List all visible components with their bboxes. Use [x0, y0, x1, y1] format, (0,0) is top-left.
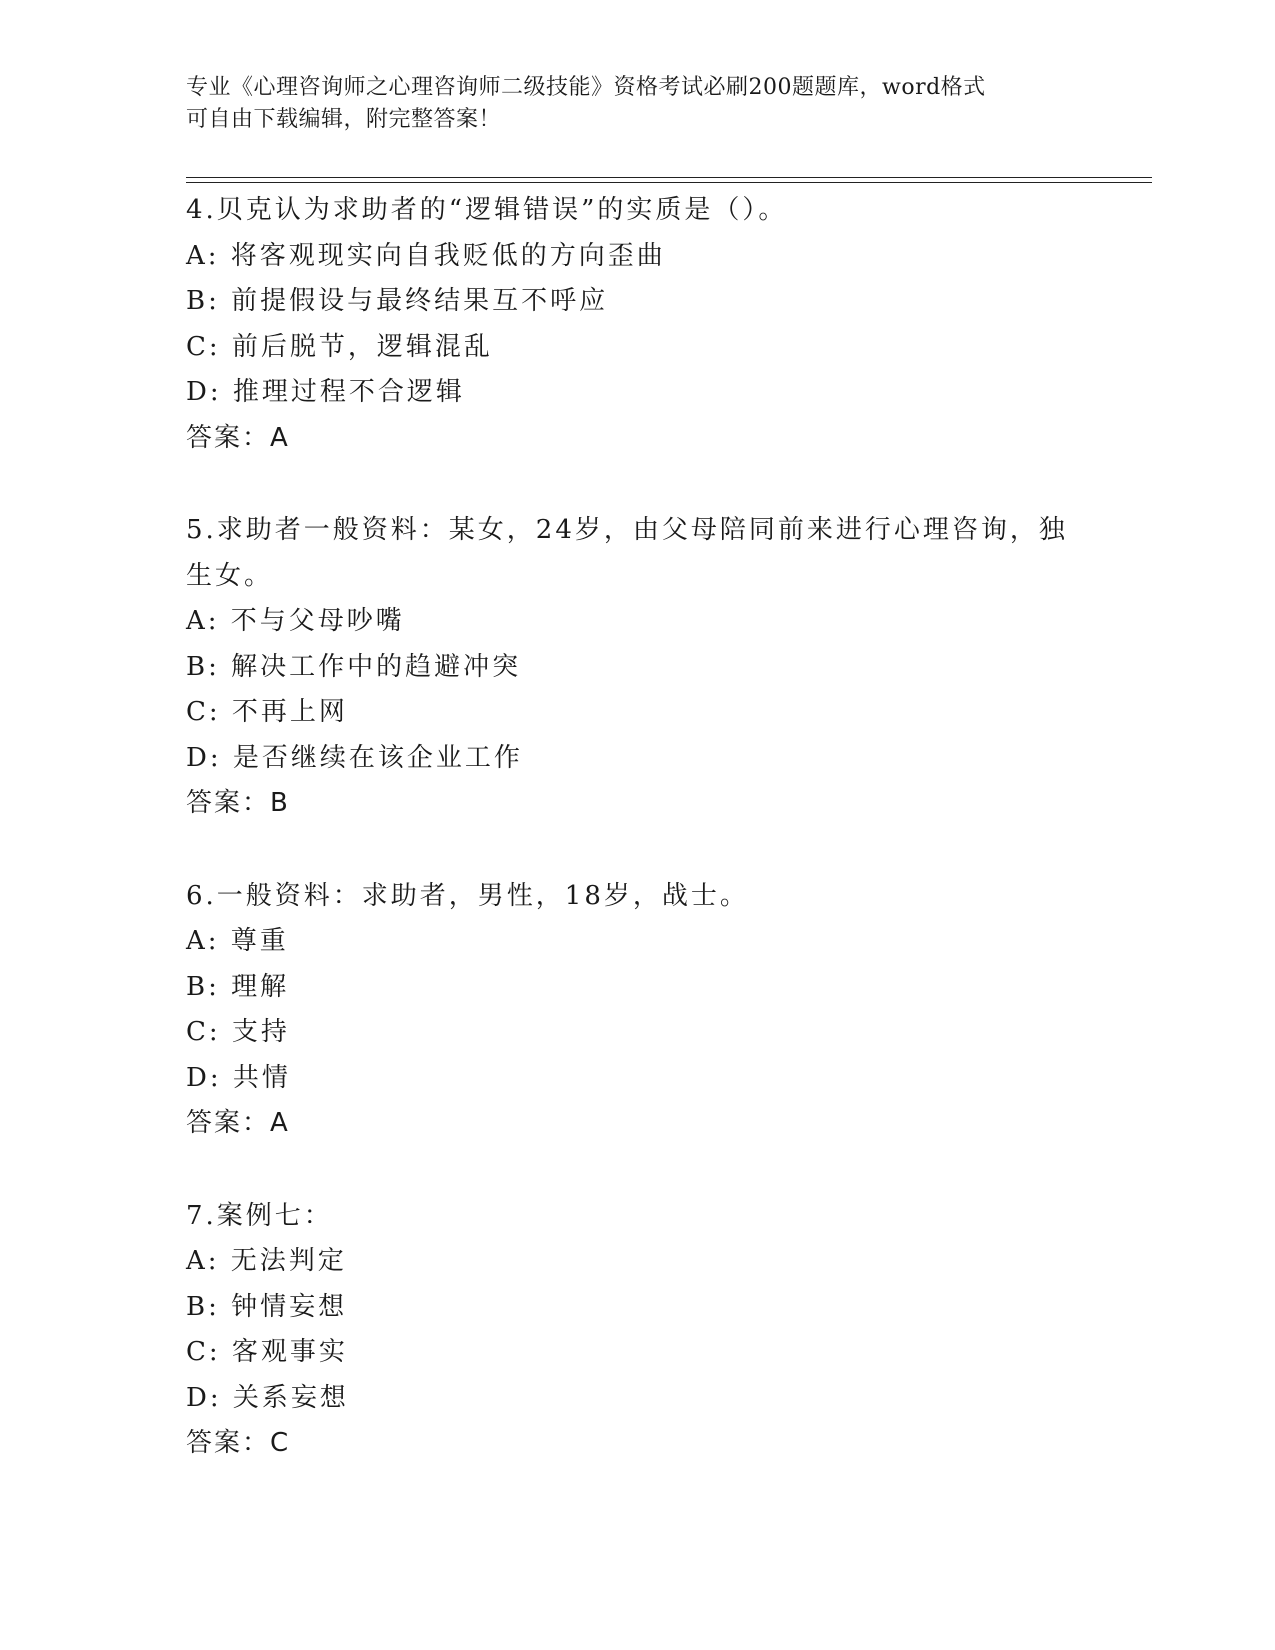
- question-list: [186, 188, 1086, 1467]
- option-c: C: 不再上网: [186, 697, 348, 727]
- option-b: B: 钟情妄想: [186, 1291, 348, 1322]
- question-block: [186, 188, 1086, 461]
- option-d: D: 是否继续在该企业工作: [186, 742, 523, 773]
- question-spacer: [186, 827, 1086, 874]
- question-stem: 5.求助者一般资料：某女，24岁，由父母陪同前来进行心理咨询，独: [186, 515, 1068, 545]
- question-block: [186, 508, 1086, 827]
- option-a: A: 不与父母吵嘴: [186, 606, 405, 636]
- answer-line: 答案：A: [186, 422, 290, 453]
- header-line-1: 专业《心理咨询师之心理咨询师二级技能》资格考试必刷200题题库，word格式: [186, 75, 986, 100]
- question-stem-continued: 生女。: [186, 560, 274, 591]
- option-c: C: 支持: [186, 1017, 290, 1047]
- option-d: D: 推理过程不合逻辑: [186, 377, 465, 407]
- answer-line: 答案：B: [186, 788, 290, 818]
- option-b: B: 解决工作中的趋避冲突: [186, 651, 522, 682]
- header-line-2: 可自由下载编辑，附完整答案！: [186, 107, 502, 132]
- header-divider-bottom: [186, 182, 1152, 183]
- question-stem: 6.一般资料：求助者，男性，18岁，战士。: [186, 880, 749, 911]
- question-block: [186, 1194, 1086, 1467]
- question-spacer: [186, 461, 1086, 508]
- question-stem: 7.案例七：: [186, 1200, 333, 1231]
- option-c: C: 客观事实: [186, 1337, 348, 1367]
- question-stem: 4.贝克认为求助者的“逻辑错误”的实质是（）。: [186, 195, 788, 225]
- option-a: A: 无法判定: [186, 1246, 347, 1276]
- option-b: B: 理解: [186, 971, 290, 1002]
- option-b: B: 前提假设与最终结果互不呼应: [186, 286, 609, 316]
- option-d: D: 关系妄想: [186, 1382, 349, 1413]
- option-c: C: 前后脱节，逻辑混乱: [186, 331, 493, 362]
- document-header: [186, 72, 1086, 136]
- answer-line: 答案：C: [186, 1428, 291, 1458]
- option-a: A: 尊重: [186, 926, 289, 956]
- question-block: [186, 874, 1086, 1147]
- header-divider-top: [186, 177, 1152, 178]
- option-d: D: 共情: [186, 1062, 291, 1093]
- question-spacer: [186, 1147, 1086, 1194]
- answer-line: 答案：A: [186, 1108, 290, 1138]
- option-a: A: 将客观现实向自我贬低的方向歪曲: [186, 240, 666, 271]
